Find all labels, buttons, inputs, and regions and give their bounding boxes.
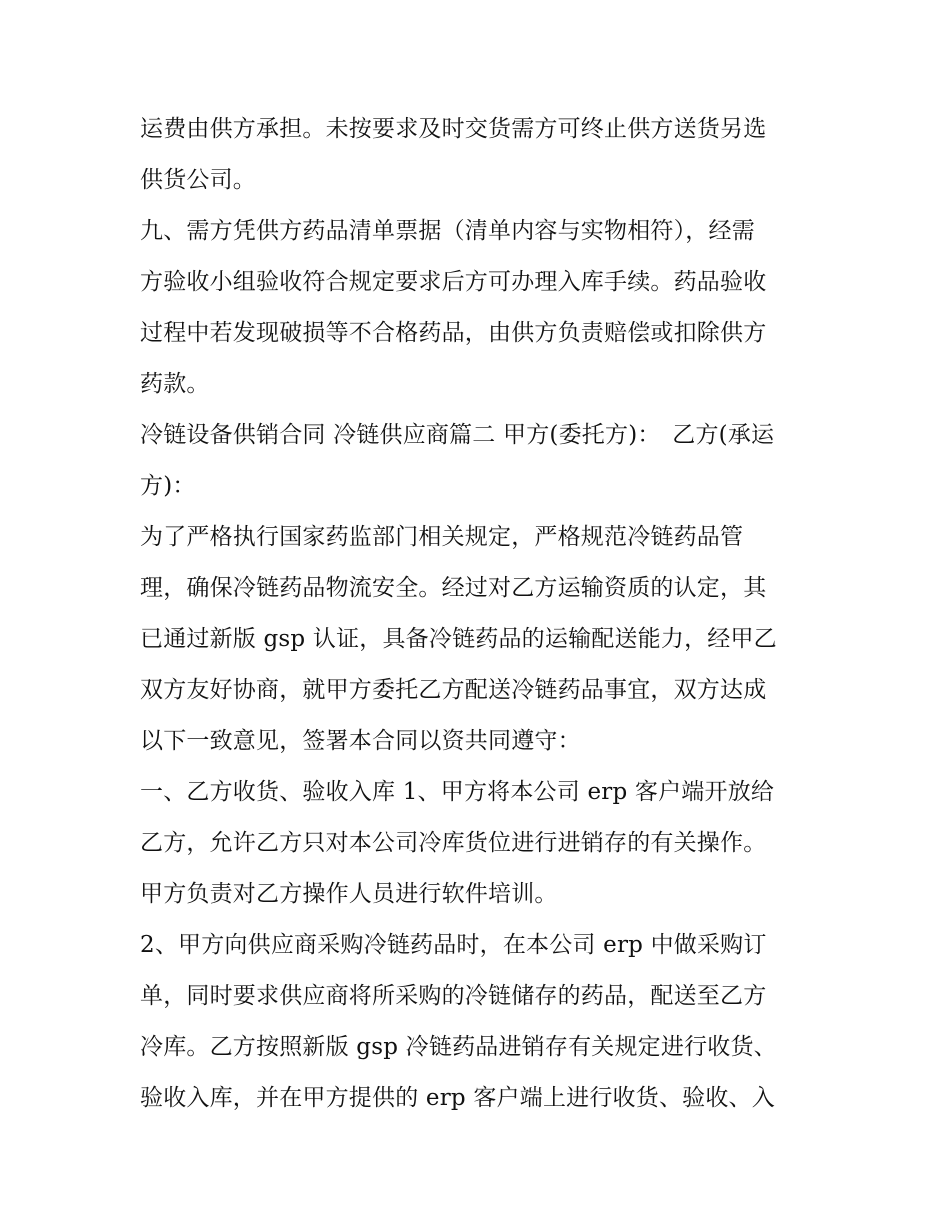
- text-line: 理，确保冷链药品物流安全。经过对乙方运输资质的认定，其: [140, 575, 767, 601]
- text-line: 供货公司。: [140, 167, 256, 193]
- text-line: 单，同时要求供应商将所采购的冷链储存的药品，配送至乙方: [140, 983, 767, 1009]
- text-line: 方)：: [140, 473, 196, 499]
- document-body: [140, 104, 820, 1124]
- text-line: 甲方负责对乙方操作人员进行软件培训。: [140, 881, 558, 907]
- text-line: 药款。: [140, 371, 210, 397]
- text-line: 冷库。乙方按照新版 gsp 冷链药品进销存有关规定进行收货、: [140, 1034, 777, 1060]
- text-line: 已通过新版 gsp 认证，具备冷链药品的运输配送能力，经甲乙: [140, 626, 777, 652]
- text-line: 九、需方凭供方药品清单票据（清单内容与实物相符），经需: [140, 218, 755, 244]
- text-line: 一、乙方收货、验收入库 1、甲方将本公司 erp 客户端开放给: [140, 779, 775, 805]
- text-line: 方验收小组验收符合规定要求后方可办理入库手续。药品验收: [140, 269, 767, 295]
- text-line: 过程中若发现破损等不合格药品，由供方负责赔偿或扣除供方: [140, 320, 767, 346]
- text-line: 验收入库，并在甲方提供的 erp 客户端上进行收货、验收、入: [140, 1085, 775, 1111]
- text-line: 冷链设备供销合同 冷链供应商篇二 甲方(委托方)： 乙方(承运: [140, 422, 775, 448]
- text-line: 双方友好协商，就甲方委托乙方配送冷链药品事宜，双方达成: [140, 677, 767, 703]
- text-line: 以下一致意见，签署本合同以资共同遵守：: [140, 728, 581, 754]
- text-line: 为了严格执行国家药监部门相关规定，严格规范冷链药品管: [140, 524, 744, 550]
- text-line: 2、甲方向供应商采购冷链药品时，在本公司 erp 中做采购订: [140, 932, 767, 958]
- text-line: 乙方，允许乙方只对本公司冷库货位进行进销存的有关操作。: [140, 830, 767, 856]
- text-line: 运费由供方承担。未按要求及时交货需方可终止供方送货另选: [140, 116, 767, 142]
